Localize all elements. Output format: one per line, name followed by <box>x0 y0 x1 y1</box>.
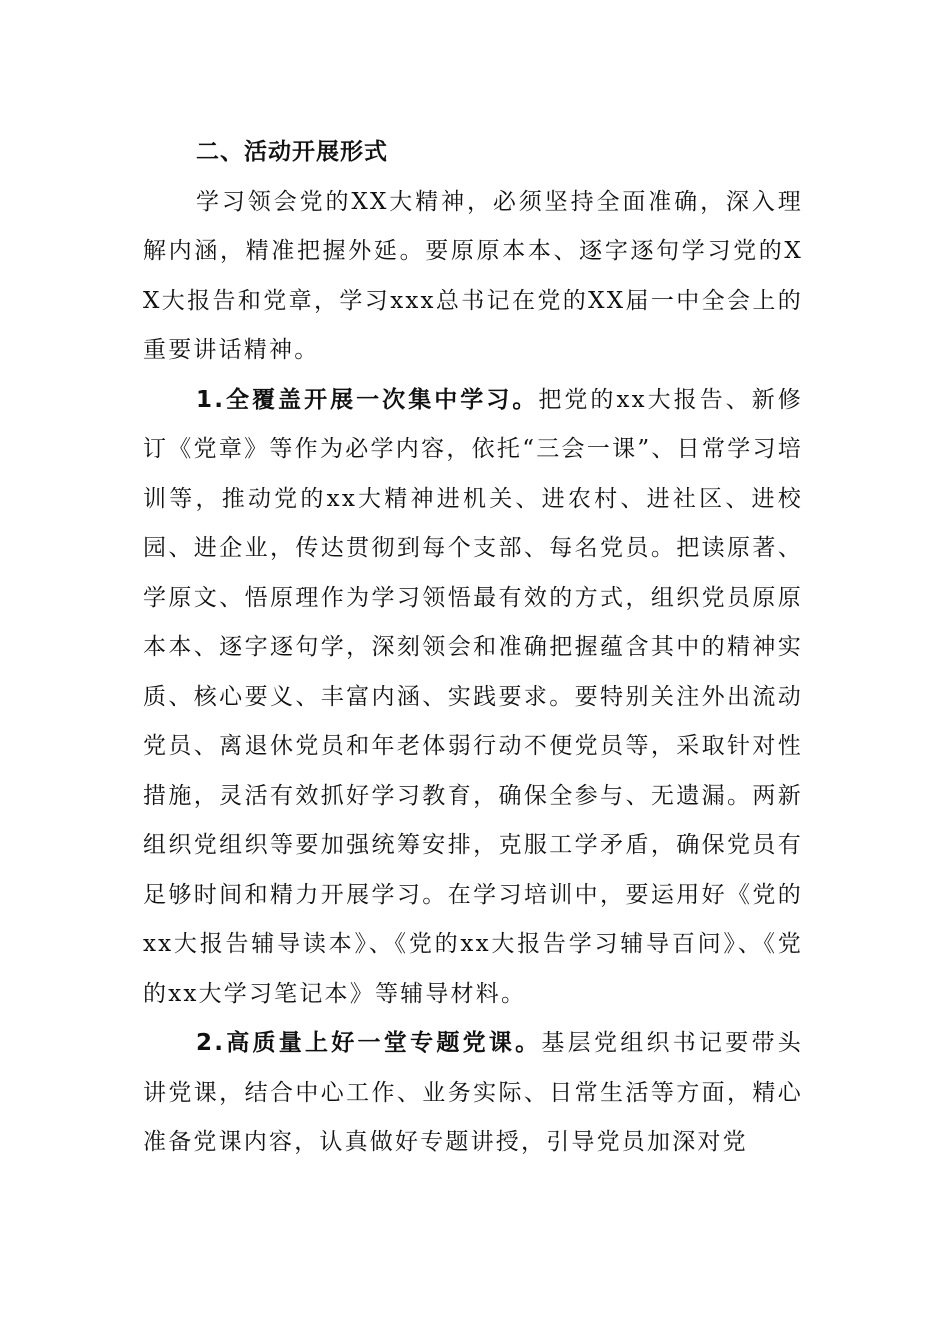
section-heading: 二、活动开展形式 <box>196 139 388 165</box>
item-body-1: 把党的xx大报告、新修订《党章》等作为必学内容，依托“三会一课”、日常学习培训等，推动党的xx大精神进机关、进农村、进社区、进校园、进企业，传达贯彻到每个支部、每名党员。把读原著、学原文、悟原理作为学习领悟最有效的方式，组织党员原原本本、逐字逐句学，深刻领会和准确把握蕴含其中的精神实质、核心要义、丰富内涵、实践要求。要特别关注外出流动党员、离退休党员和年老体弱行动不便党员等，采取针对性措施，灵活有效抓好学习教育，确保全参与、无遗漏。两新组织党组织等要加强统筹安排，克服工学矛盾，确保党员有足够时间和精力开展学习。在学习培训中，要运用好《党的xx大报告辅导读本》、《党的xx大报告学习辅导百问》、《党的xx大学习笔记本》等辅导材料。 <box>143 386 803 1007</box>
item-paragraph-2 <box>143 1019 803 1168</box>
item-body-2: 基层党组织书记要带头讲党课，结合中心工作、业务实际、日常生活等方面，精心准备党课内容，认真做好专题讲授，引导党员加深对党 <box>143 1030 804 1155</box>
intro-paragraph: 学习领会党的XX大精神，必须坚持全面准确，深入理解内涵，精准把握外延。要原原本本、逐字逐句学习党的XX大报告和党章，学习xxx总书记在党的XX届一中全会上的重要讲话精神。 <box>143 188 803 363</box>
item-title-1: 1.全覆盖开展一次集中学习。 <box>196 386 539 413</box>
item-title-2: 2.高质量上好一堂专题党课。 <box>196 1030 542 1056</box>
item-paragraph-1 <box>143 376 803 1020</box>
document-body <box>143 128 803 1168</box>
